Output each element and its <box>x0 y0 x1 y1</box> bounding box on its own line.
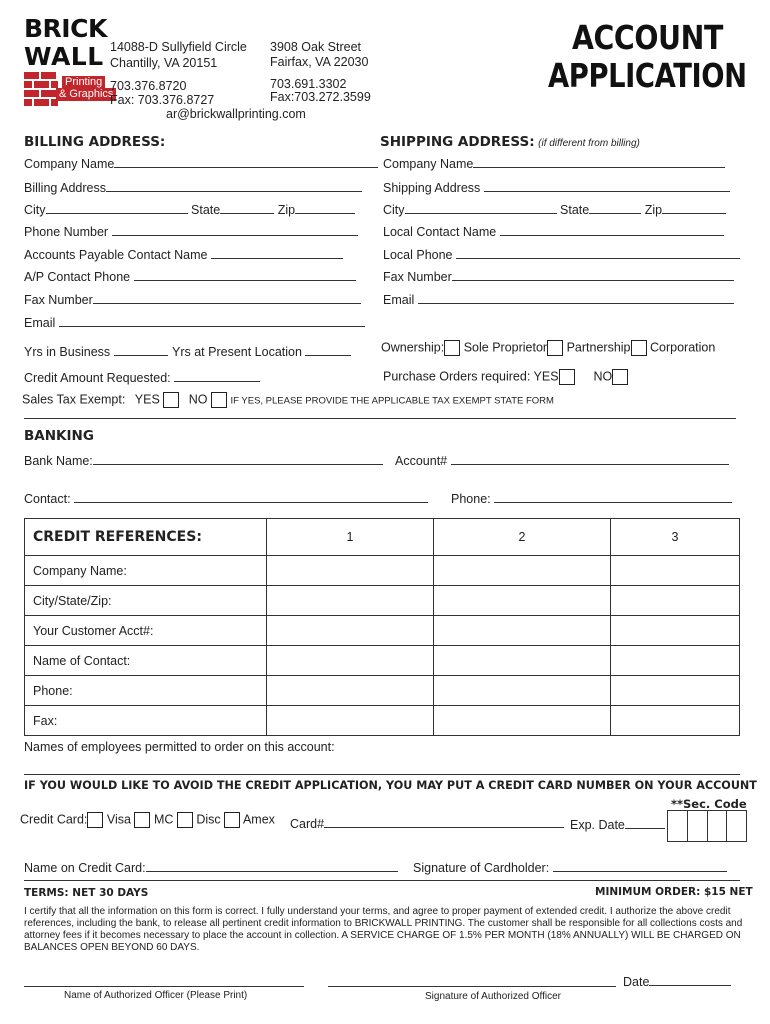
shipping-state-label: State <box>560 203 590 217</box>
terms-text: I certify that all the information on this form is correct. I fully understand your terms, and agree to proper payment of extended credit. I authorize the above credit references, including the bank, to release all pertinent credit information to BRICKWALL PRINTING. The customer shall be responsible for all collections costs and attorney fees if it becomes necessary to place the account in collection. A SERVICE CHARGE OF 1.5% PER MONTH (18% ANNUALLY) WILL BE CHARGED ON BALANCES OPEN BEYOND 60 DAYS. <box>24 906 743 953</box>
column-header: 2 <box>434 519 611 556</box>
po-yes-label: YES <box>533 369 559 384</box>
tax-exempt-label: Sales Tax Exempt: <box>22 392 126 407</box>
table-cell[interactable] <box>434 616 611 646</box>
billing-ap-phone-field[interactable] <box>24 268 356 284</box>
shipping-note: (if different from billing) <box>538 138 640 149</box>
amex-checkbox[interactable] <box>224 812 240 828</box>
credit-amount-field[interactable] <box>24 369 260 385</box>
address-chantilly-line2: Chantilly, VA 20151 <box>110 56 218 70</box>
visa-checkbox[interactable] <box>87 812 103 828</box>
contact-email: ar@brickwallprinting.com <box>166 107 306 121</box>
billing-company-field[interactable] <box>24 155 378 171</box>
row-label: Phone: <box>25 676 267 706</box>
row-label: Company Name: <box>25 556 267 586</box>
account-number-field[interactable] <box>395 452 729 468</box>
shipping-local-phone-label: Local Phone <box>383 248 453 262</box>
cardholder-signature-field[interactable] <box>413 859 727 875</box>
address-chantilly-fax: Fax: 703.376.8727 <box>110 93 215 107</box>
account-number-label: Account# <box>395 454 448 468</box>
terms-net: TERMS: NET 30 DAYS <box>24 887 149 899</box>
column-header: 1 <box>267 519 434 556</box>
ownership-label: Ownership: <box>381 340 445 355</box>
shipping-heading-text: SHIPPING ADDRESS: <box>380 134 535 150</box>
billing-heading: BILLING ADDRESS: <box>24 134 166 150</box>
permitted-employees-line[interactable] <box>24 774 740 775</box>
yrs-location-label: Yrs at Present Location <box>172 345 302 359</box>
page-title-line2: APPLICATION <box>548 56 747 95</box>
table-row <box>25 586 740 616</box>
signoff-date-label: Date <box>623 975 650 989</box>
po-no-checkbox[interactable] <box>612 369 628 385</box>
bank-phone-field[interactable] <box>451 490 732 506</box>
disc-checkbox[interactable] <box>177 812 193 828</box>
po-required-group <box>383 369 628 385</box>
signoff-date-field[interactable] <box>623 973 731 989</box>
row-label: Fax: <box>25 706 267 736</box>
billing-fax-label: Fax Number <box>24 293 93 307</box>
banking-heading: BANKING <box>24 428 94 444</box>
yrs-in-business-field[interactable] <box>24 343 168 359</box>
row-label: City/State/Zip: <box>25 586 267 616</box>
billing-phone-field[interactable] <box>24 223 358 239</box>
visa-label: Visa <box>106 812 131 827</box>
billing-email-label: Email <box>24 316 56 330</box>
billing-zip-label: Zip <box>277 203 296 217</box>
credit-references-table <box>24 518 740 736</box>
table-cell[interactable] <box>434 706 611 736</box>
billing-ap-contact-label: Accounts Payable Contact Name <box>24 248 208 262</box>
row-label: Your Customer Acct#: <box>25 616 267 646</box>
table-row <box>25 616 740 646</box>
card-number-label: Card# <box>290 817 325 831</box>
credit-references-heading-cell <box>25 519 267 556</box>
mc-checkbox[interactable] <box>134 812 150 828</box>
exp-date-field[interactable] <box>570 816 665 832</box>
partnership-label: Partnership <box>566 340 631 355</box>
po-yes-checkbox[interactable] <box>559 369 575 385</box>
corporation-checkbox[interactable] <box>631 340 647 356</box>
credit-card-type-group <box>20 812 275 828</box>
billing-address-label: Billing Address <box>24 181 106 195</box>
tax-exempt-group <box>22 392 554 408</box>
table-row <box>25 556 740 586</box>
table-cell[interactable] <box>267 586 434 616</box>
minimum-order: MINIMUM ORDER: $15 NET <box>595 886 753 898</box>
exp-date-label: Exp. Date <box>570 818 625 832</box>
address-fairfax-line1: 3908 Oak Street <box>270 40 362 54</box>
sole-proprietor-checkbox[interactable] <box>444 340 460 356</box>
page-title-line1: ACCOUNT <box>572 18 723 57</box>
table-row <box>25 676 740 706</box>
cardholder-signature-label: Signature of Cardholder: <box>413 861 550 875</box>
billing-state-label: State <box>191 203 221 217</box>
credit-card-banner: IF YOU WOULD LIKE TO AVOID THE CREDIT APPLICATION, YOU MAY PUT A CREDIT CARD NUMBER ON YOUR ACCOUNT <box>24 779 757 792</box>
table-cell[interactable] <box>611 646 740 676</box>
table-cell[interactable] <box>267 556 434 586</box>
table-cell[interactable] <box>611 556 740 586</box>
bank-phone-label: Phone: <box>451 492 491 506</box>
billing-city-label: City <box>24 203 46 217</box>
shipping-email-label: Email <box>383 293 415 307</box>
shipping-address-field[interactable] <box>383 179 730 195</box>
officer-signature-line[interactable] <box>328 986 616 987</box>
card-number-field[interactable] <box>290 815 564 831</box>
disc-label: Disc <box>196 812 221 827</box>
officer-name-line[interactable] <box>24 986 304 987</box>
table-cell[interactable] <box>434 646 611 676</box>
partnership-checkbox[interactable] <box>547 340 563 356</box>
bank-contact-field[interactable] <box>24 490 428 506</box>
billing-city-field[interactable] <box>24 201 355 217</box>
table-cell[interactable] <box>434 556 611 586</box>
officer-name-caption: Name of Authorized Officer (Please Print) <box>64 990 248 1001</box>
column-header: 3 <box>611 519 740 556</box>
logo-text-wall: WALL <box>24 42 104 71</box>
table-row <box>25 646 740 676</box>
shipping-fax-field[interactable] <box>383 268 734 284</box>
amex-label: Amex <box>242 812 275 827</box>
billing-fax-field[interactable] <box>24 291 361 307</box>
table-cell[interactable] <box>434 586 611 616</box>
table-cell[interactable] <box>611 676 740 706</box>
table-cell[interactable] <box>611 586 740 616</box>
logo-text-brick: BRICK <box>24 14 107 43</box>
yrs-in-business-label: Yrs in Business <box>24 345 111 359</box>
credit-card-label: Credit Card: <box>20 812 88 827</box>
table-cell[interactable] <box>267 676 434 706</box>
officer-signature-caption: Signature of Authorized Officer <box>425 991 562 1002</box>
table-cell[interactable] <box>267 706 434 736</box>
billing-company-label: Company Name <box>24 157 115 171</box>
shipping-city-field[interactable] <box>383 201 726 217</box>
corporation-label: Corporation <box>650 340 716 355</box>
sec-code-input[interactable] <box>667 810 747 842</box>
logo-tag-printing: Printing <box>62 76 105 89</box>
table-cell[interactable] <box>267 616 434 646</box>
table-row <box>25 706 740 736</box>
tax-yes-checkbox[interactable] <box>163 392 179 408</box>
permitted-employees-label: Names of employees permitted to order on this account: <box>24 740 335 754</box>
bank-contact-label: Contact: <box>24 492 71 506</box>
address-fairfax-phone: 703.691.3302 <box>270 77 347 91</box>
logo-tag-graphics: & Graphics <box>56 88 116 101</box>
table-cell[interactable] <box>611 706 740 736</box>
mc-label: MC <box>153 812 174 827</box>
address-fairfax-fax: Fax:703.272.3599 <box>270 90 371 104</box>
shipping-fax-label: Fax Number <box>383 270 452 284</box>
shipping-zip-label: Zip <box>644 203 663 217</box>
credit-amount-label: Credit Amount Requested: <box>24 371 171 385</box>
sec-code-label: **Sec. Code <box>671 797 747 811</box>
table-header-row <box>25 519 740 556</box>
shipping-heading <box>380 134 640 150</box>
ownership-group <box>381 340 715 356</box>
billing-email-field[interactable] <box>24 314 365 330</box>
table-cell[interactable] <box>267 646 434 676</box>
name-on-card-field[interactable] <box>24 859 398 875</box>
shipping-local-phone-field[interactable] <box>383 246 740 262</box>
billing-address-field[interactable] <box>24 179 362 195</box>
po-no-label: NO <box>593 369 613 384</box>
name-on-card-label: Name on Credit Card: <box>24 861 146 875</box>
shipping-email-field[interactable] <box>383 291 734 307</box>
tax-no-checkbox[interactable] <box>211 392 227 408</box>
tax-no-label: NO <box>188 392 208 407</box>
shipping-company-label: Company Name <box>383 157 474 171</box>
row-label: Name of Contact: <box>25 646 267 676</box>
tax-exempt-note: IF YES, PLEASE PROVIDE THE APPLICABLE TAX EXEMPT STATE FORM <box>230 395 554 407</box>
sole-proprietor-label: Sole Proprietor <box>463 340 548 355</box>
billing-ap-phone-label: A/P Contact Phone <box>24 270 131 284</box>
table-cell[interactable] <box>434 676 611 706</box>
shipping-company-field[interactable] <box>383 155 725 171</box>
tax-yes-label: YES <box>134 392 160 407</box>
table-cell[interactable] <box>611 616 740 646</box>
billing-ap-contact-field[interactable] <box>24 246 343 262</box>
address-fairfax-line2: Fairfax, VA 22030 <box>270 55 369 69</box>
section-divider <box>24 418 736 419</box>
address-chantilly-line1: 14088-D Sullyfield Circle <box>110 40 247 54</box>
brick-pattern-icon <box>24 72 58 108</box>
po-required-label: Purchase Orders required: <box>383 369 531 384</box>
billing-phone-label: Phone Number <box>24 225 109 239</box>
bank-name-field[interactable] <box>24 452 383 468</box>
credit-references-heading: CREDIT REFERENCES: <box>33 529 202 545</box>
shipping-local-contact-label: Local Contact Name <box>383 225 497 239</box>
bank-name-label: Bank Name: <box>24 454 93 468</box>
yrs-location-field[interactable] <box>172 343 351 359</box>
address-chantilly-phone: 703.376.8720 <box>110 79 187 93</box>
shipping-city-label: City <box>383 203 405 217</box>
shipping-local-contact-field[interactable] <box>383 223 724 239</box>
shipping-address-label: Shipping Address <box>383 181 481 195</box>
terms-divider <box>24 880 740 881</box>
